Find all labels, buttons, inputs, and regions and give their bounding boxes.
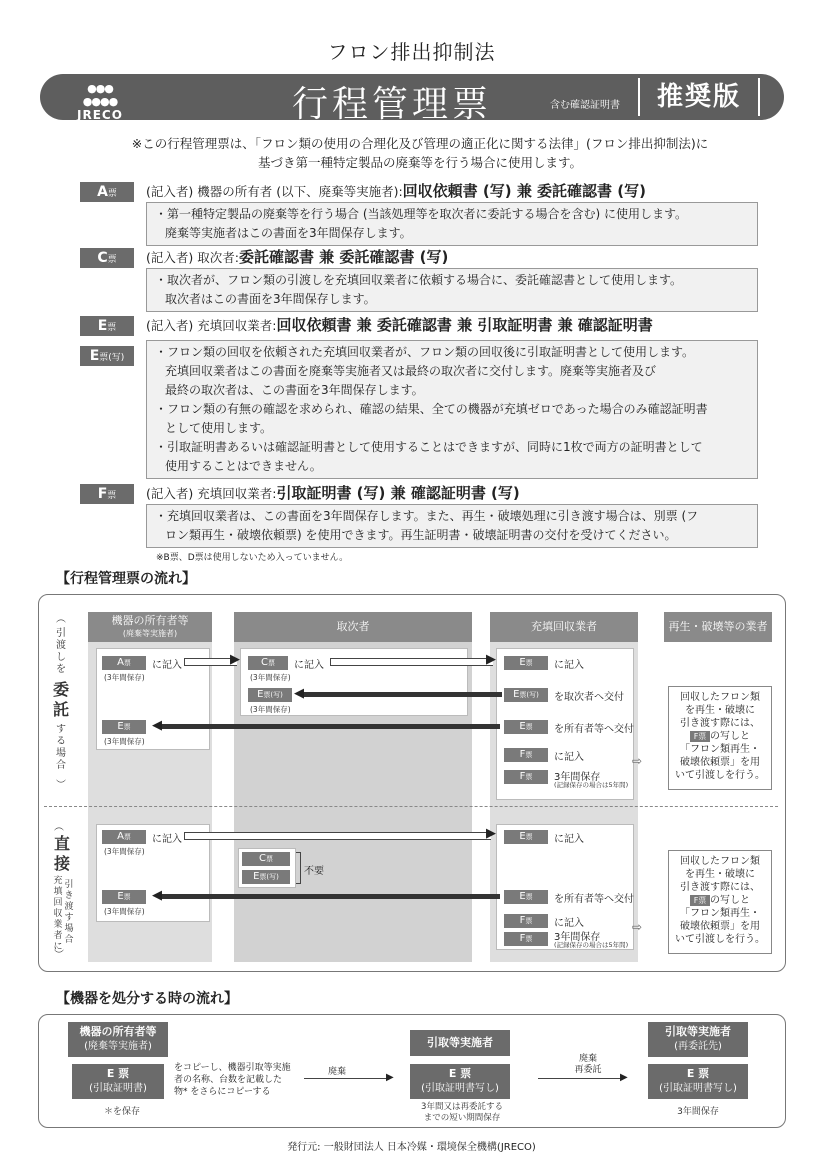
slip-c-2: C票 <box>242 852 290 866</box>
f-fill-in-2: に記入 <box>554 918 584 929</box>
arrow-a-to-e-head: ▶ <box>486 826 496 841</box>
disp-mid-keep: 3年間又は再委託する までの短い期間保存 <box>421 1102 503 1123</box>
disp-right-keep: 3年間保存 <box>677 1107 719 1117</box>
e-copy-deliver: を取次者へ交付 <box>554 692 624 703</box>
e-deliver-owner-2: を所有者等へ交付 <box>554 894 634 905</box>
slip-e-1: E票 <box>504 656 548 670</box>
disp-owner-doc: E 票 (引取証明書) <box>72 1064 164 1099</box>
slip-f-3: F票 <box>504 914 548 928</box>
f-arrow-1: ⇨ <box>632 754 643 768</box>
section-e-head: (記入者) 充填回収業者:回収依頼書 兼 委託確認書 兼 引取証明書 兼 確認証明書 <box>146 316 653 334</box>
arrow-e-copy-to-broker-head: ◀ <box>294 686 304 701</box>
col-owner: 機器の所有者等 (廃棄等実施者) <box>88 612 212 642</box>
disp-arrow2-label: 廃棄 再委託 <box>574 1054 602 1075</box>
slip-e-copy-2: E票(写) <box>504 688 548 702</box>
slip-a-1: A票 <box>102 656 146 670</box>
f-arrow-2: ⇨ <box>632 920 643 934</box>
arrow-e-copy-to-broker <box>302 692 502 697</box>
arrow-c-to-e-head: ▶ <box>486 652 496 667</box>
section-c-body: ・取次者が、フロン類の引渡しを充填回収業者に依頼する場合に、委託確認書として使用します。 取次者はこの書面を3年間保存します。 <box>146 268 758 312</box>
intro-line-1: ※この行程管理票は、「フロン類の使用の合理化及び管理の適正化に関する法律」(フロン排出抑制法)に <box>131 136 709 151</box>
arrow-e-to-owner-2-head: ◀ <box>152 888 162 903</box>
slip-f-4: F票 <box>504 932 548 946</box>
col-recovery: 充填回収業者 <box>490 612 638 642</box>
callout-1: 回収したフロン類 を再生・破壊に 引き渡す際には、 F票 の写しと 「フロン類再生・ 破壊依頼票」を用 いて引渡しを行う。 <box>668 686 772 790</box>
slip-e-4: E票 <box>504 890 548 904</box>
not-needed: 不要 <box>304 866 324 877</box>
flow-divider <box>44 806 778 807</box>
paren-2-open: ︵ <box>54 822 64 833</box>
disp-arrow2 <box>538 1078 624 1079</box>
paren-2-close: ︶ <box>54 950 64 961</box>
col-broker: 取次者 <box>234 612 472 642</box>
arrow-e-to-owner-2 <box>160 894 500 899</box>
label-e: E票 <box>80 316 134 336</box>
f-fill-in-1: に記入 <box>554 752 584 763</box>
side-label-1b: 委託 <box>52 680 69 719</box>
slip-a-2: A票 <box>102 830 146 844</box>
side-label-2b: 充填回収業者に <box>53 876 63 952</box>
arrow-a-to-c-head: ▶ <box>230 652 240 667</box>
disp-right-doc: E 票 (引取証明書写し) <box>648 1064 748 1099</box>
arrow-e-to-owner-1-head: ◀ <box>152 718 162 733</box>
side-label-1a: 引渡しを <box>56 628 66 675</box>
publisher-footer: 発行元: 一般財団法人 日本冷媒・環境保全機構(JRECO) <box>287 1142 536 1153</box>
paren-1-close: ︶ <box>56 780 66 791</box>
slip-e-2: E票 <box>504 720 548 734</box>
slip-e-owner-2: E票 <box>102 890 146 904</box>
disp-owner-head: 機器の所有者等 (廃棄等実施者) <box>68 1022 168 1057</box>
flow-title: 【行程管理票の流れ】 <box>56 571 196 587</box>
intro-text <box>60 134 780 172</box>
section-a-head: (記入者) 機器の所有者 (以下、廃棄等実施者):回収依頼書 (写) 兼 委託確認書 (写) <box>146 182 646 200</box>
side-label-2c: 引き渡す場合 <box>64 880 74 945</box>
disp-arrow1-label: 廃棄 <box>328 1067 347 1077</box>
disp-owner-desc: をコピーし、機器引取等実施 者の名称、台数を記載した 物* をさらにコピーする <box>174 1063 291 1097</box>
arrow-a-to-e <box>184 832 491 840</box>
section-a-body: ・第一種特定製品の廃棄等を行う場合 (当該処理等を取次者に委託する場合を含む) に使用します。 廃棄等実施者はこの書面を3年間保存します。 <box>146 202 758 246</box>
recommended-badge: 推奨版 <box>638 78 760 116</box>
callout-f-slip-2: F票 <box>690 895 710 906</box>
logo-text: JRECO <box>77 108 123 122</box>
f-keep-1: 3年間保存 <box>554 772 601 783</box>
intro-line-2: 基づき第一種特定製品の廃棄等を行う場合に使用します。 <box>257 155 582 170</box>
disp-arrow2-head: ▶ <box>620 1072 628 1083</box>
a-keep-2: (3年間保存) <box>104 847 145 856</box>
e-owner-keep-1: (3年間保存) <box>104 737 145 746</box>
disp-arrow1 <box>304 1078 390 1079</box>
disp-mid-head: 引取等実施者 <box>410 1030 510 1056</box>
label-e-copy: E票(写) <box>80 346 134 366</box>
law-title: フロン排出抑制法 <box>327 40 496 64</box>
c-keep: (3年間保存) <box>250 673 291 682</box>
slip-e-copy-3: E票(写) <box>242 870 290 884</box>
f-keep-2: 3年間保存 <box>554 932 601 943</box>
main-title: 行程管理票 <box>292 84 493 125</box>
slip-e-copy-1: E票(写) <box>248 688 292 702</box>
label-c: C票 <box>80 248 134 268</box>
f-keep5-1: (記録保存の場合は5年間) <box>554 781 629 789</box>
section-f-head: (記入者) 充填回収業者:引取証明書 (写) 兼 確認証明書 (写) <box>146 484 520 502</box>
section-c-head: (記入者) 取次者:委託確認書 兼 委託確認書 (写) <box>146 248 449 266</box>
arrow-e-to-owner-1 <box>160 724 500 729</box>
a-keep-1: (3年間保存) <box>104 673 145 682</box>
sub-title: 含む確認証明書 <box>550 100 620 111</box>
not-needed-bracket <box>296 852 301 884</box>
col-destruct: 再生・破壊等の業者 <box>664 612 772 642</box>
e-copy-keep: (3年間保存) <box>250 705 291 714</box>
bd-note: ※B票、D票は使用しないため入っていません。 <box>156 553 349 563</box>
a-fill-in-2: に記入 <box>152 834 182 845</box>
slip-c-1: C票 <box>248 656 288 670</box>
slip-f-1: F票 <box>504 748 548 762</box>
e-deliver-owner-1: を所有者等へ交付 <box>554 724 634 735</box>
a-fill-in-1: に記入 <box>152 660 182 671</box>
e-owner-keep-2: (3年間保存) <box>104 907 145 916</box>
jreco-logo <box>68 82 132 122</box>
disp-keep-star: ＊を保存 <box>104 1107 141 1117</box>
paren-1-open: ︵ <box>56 614 66 625</box>
e-fill-in-1: に記入 <box>554 660 584 671</box>
label-f: F票 <box>80 484 134 504</box>
disp-mid-doc: E 票 (引取証明書写し) <box>410 1064 510 1099</box>
f-keep5-2: (記録保存の場合は5年間) <box>554 941 629 949</box>
c-fill-in: に記入 <box>294 660 324 671</box>
label-a: A票 <box>80 182 134 202</box>
slip-e-3: E票 <box>504 830 548 844</box>
arrow-c-to-e <box>330 658 493 666</box>
side-label-2a: 直接 <box>53 834 70 873</box>
section-e-body: ・フロン類の回収を依頼された充填回収業者が、フロン類の回収後に引取証明書として使用します。 充填回収業者はこの書面を廃棄等実施者又は最終の取次者に交付します。廃棄等実施者及び 最終の取次者は、この書面を3年間保存します。 ・フロン類の有無の確認を求められ、確認の結果、全ての機器が充填ゼロであった場合のみ確認証明書 として使用します。 ・引取証明書あるいは確認証明書として使用することはできますが、同時に1枚で両方の証明書として 使用することはできません。 <box>146 340 758 479</box>
section-f-body: ・充填回収業者は、この書面を3年間保存します。また、再生・破壊処理に引き渡す場合は、別票 (フ ロン類再生・破壊依頼票) を使用できます。再生証明書・破壊証明書の交付を受けてください。 <box>146 504 758 548</box>
disp-right-head: 引取等実施者 (再委託先) <box>648 1022 748 1057</box>
logo-dots-icon: ●●● ●●●● <box>82 82 118 108</box>
slip-e-owner-1: E票 <box>102 720 146 734</box>
e-fill-in-2: に記入 <box>554 834 584 845</box>
disposal-title: 【機器を処分する時の流れ】 <box>56 991 238 1007</box>
slip-f-2: F票 <box>504 770 548 784</box>
callout-2: 回収したフロン類 を再生・破壊に 引き渡す際には、 F票 の写しと 「フロン類再生・ 破壊依頼票」を用 いて引渡しを行う。 <box>668 850 772 954</box>
callout-f-slip-1: F票 <box>690 731 710 742</box>
disp-arrow1-head: ▶ <box>386 1072 394 1083</box>
side-label-1c: する場合 <box>56 724 66 771</box>
